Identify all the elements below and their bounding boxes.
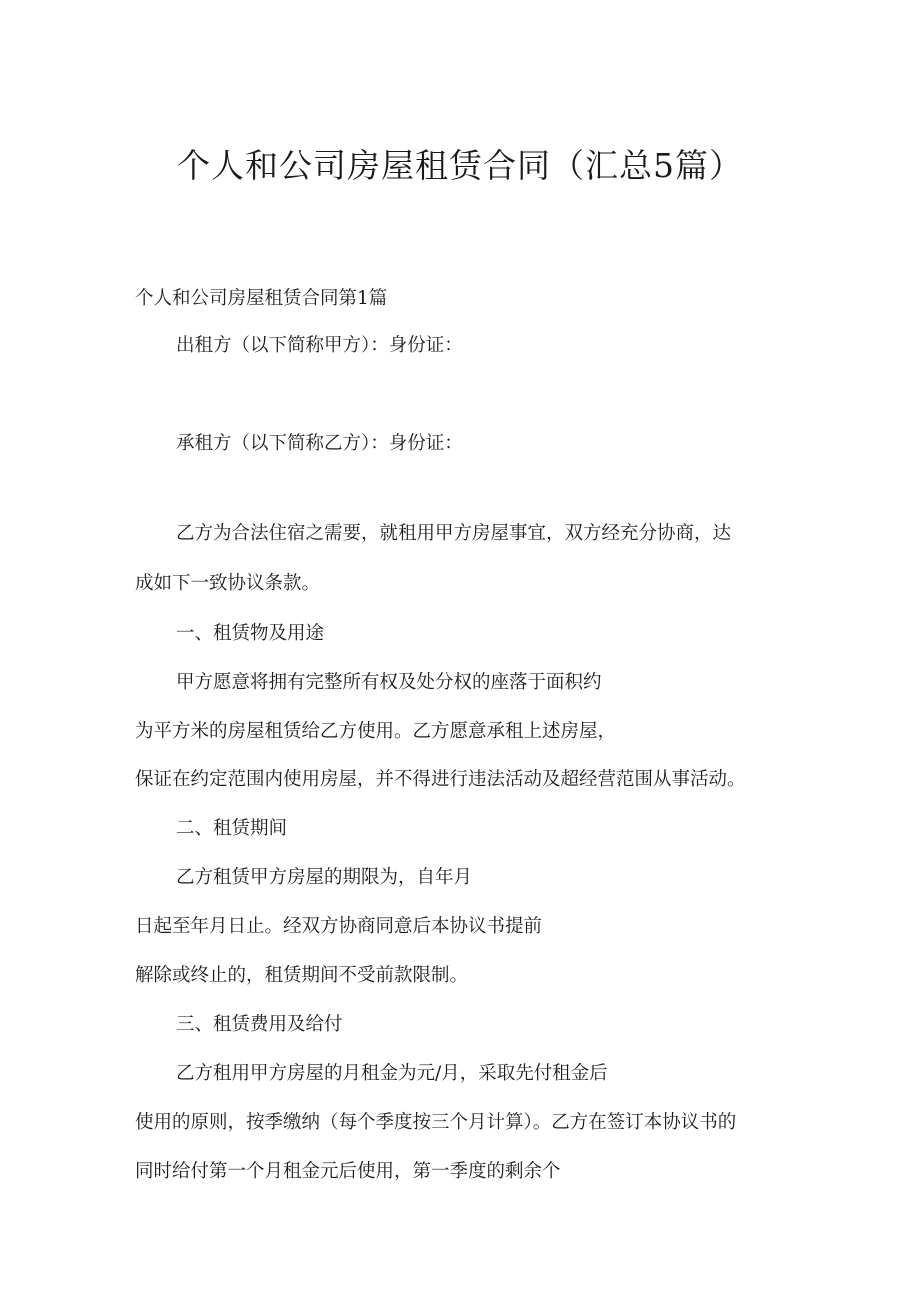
paragraph-line: 成如下一致协议条款。: [135, 573, 321, 594]
clause-heading-1: 一、租赁物及用途: [176, 623, 325, 644]
paragraph-line: 日起至年月日止。经双方协商同意后本协议书提前: [135, 916, 543, 937]
lessor-line: 出租方（以下简称甲方）：身份证：: [176, 335, 463, 356]
paragraph-line: 为平方米的房屋租赁给乙方使用。乙方愿意承租上述房屋，: [135, 721, 617, 742]
paragraph-line: 同时给付第一个月租金元后使用，第一季度的剩余个: [135, 1161, 561, 1182]
section-heading-part-1: 个人和公司房屋租赁合同第1篇: [135, 288, 388, 309]
paragraph-line: 解除或终止的，租赁期间不受前款限制。: [135, 965, 469, 986]
paragraph-line: 乙方租赁甲方房屋的期限为，自年月: [176, 867, 473, 888]
paragraph-line: 保证在约定范围内使用房屋，并不得进行违法活动及超经营范围从事活动。: [135, 769, 746, 790]
document-title: 个人和公司房屋租赁合同（汇总5篇）: [177, 146, 743, 185]
clause-heading-2: 二、租赁期间: [176, 818, 288, 839]
paragraph-line: 乙方为合法住宿之需要，就租用甲方房屋事宜，双方经充分协商，达: [176, 523, 732, 544]
paragraph-line: 乙方租用甲方房屋的月租金为元/月，采取先付租金后: [176, 1063, 608, 1084]
paragraph-line: 使用的原则，按季缴纳（每个季度按三个月计算）。乙方在签订本协议书的: [135, 1112, 737, 1133]
clause-heading-3: 三、租赁费用及给付: [176, 1014, 343, 1035]
lessee-line: 承租方（以下简称乙方）：身份证：: [176, 433, 463, 454]
paragraph-line: 甲方愿意将拥有完整所有权及处分权的座落于面积约: [176, 672, 602, 693]
